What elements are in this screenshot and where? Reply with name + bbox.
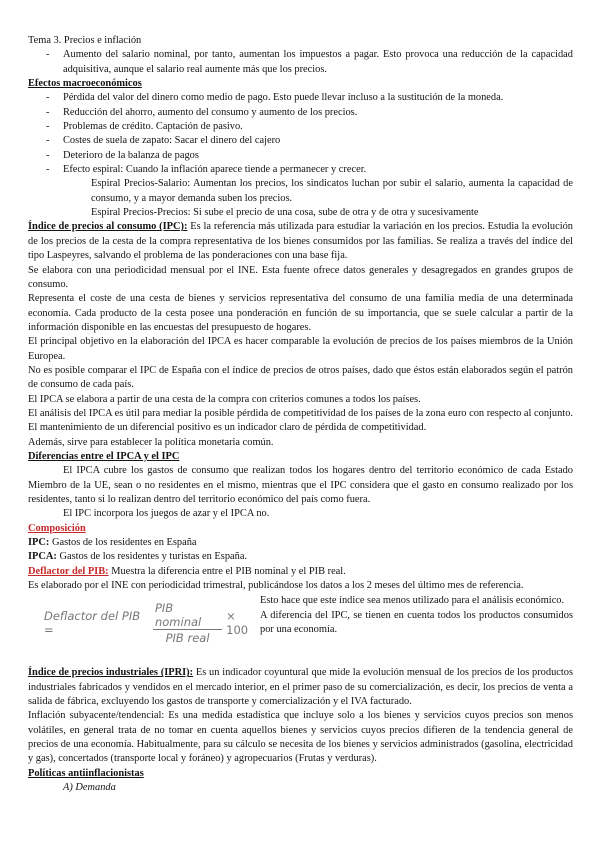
paragraph: Es elaborado por el INE con periodicidad trimestral, publicándose los datos a los 2 meses del último mes de referencia. <box>28 580 524 592</box>
bullet-dash: - <box>46 49 50 61</box>
label-ipc: IPC: <box>28 537 50 549</box>
list-item <box>28 163 573 177</box>
paragraph: Representa el coste de una cesta de bienes y servicios representativa del consumo de una familia media de una determinada economía. Cada producto de la cesta posee una ponderación en función de su importancia, que se suele calcular a partir de la información disponible en las encuestas del presupuesto de hogares. <box>28 293 573 333</box>
deflator-text: Muestra la diferencia entre el PIB nominal y el PIB real. <box>108 565 346 577</box>
section-heading-macro: Efectos macroeconómicos <box>28 78 142 90</box>
deflator-paragraph <box>28 565 573 579</box>
deflator-formula <box>28 594 260 652</box>
list-item-text: Costes de suela de zapato: Sacar el dinero del cajero <box>63 135 281 147</box>
ipc-paragraph <box>28 220 573 263</box>
list-item-text: Deterioro de la balanza de pagos <box>63 149 199 161</box>
list-item <box>28 120 573 134</box>
list-item-demand: A) Demanda <box>63 782 116 794</box>
paragraph: El IPC incorpora los juegos de azar y el IPCA no. <box>63 508 270 520</box>
list-item-text: Reducción del ahorro, aumento del consumo y aumento de los precios. <box>63 106 358 118</box>
formula-denominator: PIB real <box>165 631 210 646</box>
paragraph: Inflación subyacente/tendencial: Es una medida estadística que incluye solo a los bienes y servicios cuyos precios son menos volátiles, en general trata de no tomar en cuenta aquellos bienes y servicios cuyos precios difieren de la tendencia general de precios de una economía. Habitualmente, para su cálculo se necesita de los bienes y servicios administrados (gasolina, electricidad y gas), concertados (transporte local y foráneo) y agropecuarios (Frutas y verduras). <box>28 710 573 765</box>
ipc-text: Es la referencia más utilizada para estudiar la variación en los precios. Estudia la evolución de los precios de la cesta de la compra representativa de los bienes consumidos por las familias. Se realiza a través del índice del tipo Laspeyres, salvando el problema de las ponderaciones con una base fija. <box>28 221 573 262</box>
list-item <box>28 149 573 163</box>
section-heading-ipri: Índice de precios industriales (IPRI): <box>28 667 194 679</box>
list-item <box>28 48 573 77</box>
page-header: Tema 3. Precios e inflación <box>28 35 142 46</box>
list-item-text: Efecto espiral: Cuando la inflación aparece tiende a permanecer y crecer. <box>63 164 367 176</box>
formula-lhs: Deflactor del PIB = <box>44 609 141 638</box>
spacer <box>28 652 573 666</box>
list-item-text: Pérdida del valor del dinero como medio de pago. Esto puede llevar incluso a la sustitución de la moneda. <box>63 92 504 104</box>
composition-ipc <box>28 536 573 550</box>
section-heading-composition: Composición <box>28 522 86 534</box>
paragraph: El principal objetivo en la elaboración del IPCA es hacer comparable la evolución de precios de los países miembros de la Unión Europea. <box>28 336 573 362</box>
ipri-text: Es un indicador coyuntural que mide la evolución mensual de los precios de los productos industriales fabricados y vendidos en el mercado interior, en el primer paso de su comercialización, es decir, los precios de venta a salida de fábrica, excluyendo los gastos de transporte y comercialización y el IVA facturado. <box>28 667 574 708</box>
bullet-dash: - <box>46 164 50 176</box>
composition-ipca <box>28 550 573 564</box>
bullet-dash: - <box>46 92 50 104</box>
paragraph <box>28 464 573 507</box>
paragraph: No es posible comparar el IPC de España con el índice de precios de otros países, dado que éstos están elaborados según el patrón de consumo de cada país. <box>28 364 573 391</box>
deflator-notes <box>260 594 573 637</box>
paragraph: El IPCA se elabora a partir de una cesta de la compra con criterios comunes a todos los países. <box>28 393 421 405</box>
paragraph: Se elabora con una periodicidad mensual por el INE. Esta fuente ofrece datos generales y desagregados en grandes grupos de consumo. <box>28 264 573 290</box>
spiral-prices-wages: Espiral Precios-Salario: Aumentan los precios, los sindicatos luchan por subir el salario, aumenta la capacidad de consumo, y a mayor demanda suben los precios. <box>91 178 573 204</box>
paragraph: A diferencia del IPC, se tienen en cuenta todos los productos consumidos por una economía. <box>260 609 573 636</box>
paragraph: El análisis del IPCA es útil para mediar la posible pérdida de competitividad de los países de la zona euro con respecto al conjunto. El mantenimiento de un diferencial positivo es un indicador claro de pérdida de competitividad. <box>28 407 573 434</box>
section-heading-ipc: Índice de precios al consumo (IPC): <box>28 221 188 233</box>
paragraph: Esto hace que este índice sea menos utilizado para el análisis económico. <box>260 595 565 607</box>
formula-rhs: × 100 <box>226 609 249 638</box>
label-ipca: IPCA: <box>28 551 57 563</box>
list-item-text: Problemas de crédito. Captación de pasivo. <box>63 121 243 133</box>
section-heading-deflator: Deflactor del PIB: <box>28 565 109 577</box>
list-item-text: Aumento del salario nominal, por tanto, aumentan los impuestos a pagar. Esto provoca una reducción de la capacidad adquisitiva, aunque el salario real aumente más que los precios. <box>63 49 573 75</box>
composition-ipc-text: Gastos de los residentes en España <box>49 537 197 549</box>
list-item <box>28 134 573 148</box>
bullet-dash: - <box>46 121 50 133</box>
paragraph: Además, sirve para establecer la política monetaria común. <box>28 436 274 448</box>
bullet-dash: - <box>46 106 50 118</box>
bullet-dash: - <box>46 149 50 161</box>
diff-text-1: El IPCA cubre los gastos de consumo que realizan todos los hogares dentro del territorio económico de cada Estado Miembro de la UE, sean o no residentes en el mismo, mientras que el IPC considera que el gasto en consumo realizado por los residentes, tanto si lo realizan dentro del territorio económico del país como fuera. <box>28 465 573 505</box>
list-item <box>28 91 573 105</box>
list-item <box>28 106 573 120</box>
deflator-block <box>28 594 573 652</box>
formula-fraction <box>153 601 222 645</box>
composition-ipca-text: Gastos de los residentes y turistas en España. <box>56 551 248 563</box>
spiral-prices-prices: Espiral Precios-Precios: Si sube el precio de una cosa, sube de otra y de otra y sucesivamente <box>91 207 479 219</box>
section-heading-policies: Políticas antiinflacionistas <box>28 767 144 779</box>
bullet-dash: - <box>46 135 50 147</box>
ipri-paragraph <box>28 666 573 709</box>
section-heading-differences: Diferencias entre el IPCA y el IPC <box>28 450 180 462</box>
formula-numerator: PIB nominal <box>153 601 222 630</box>
